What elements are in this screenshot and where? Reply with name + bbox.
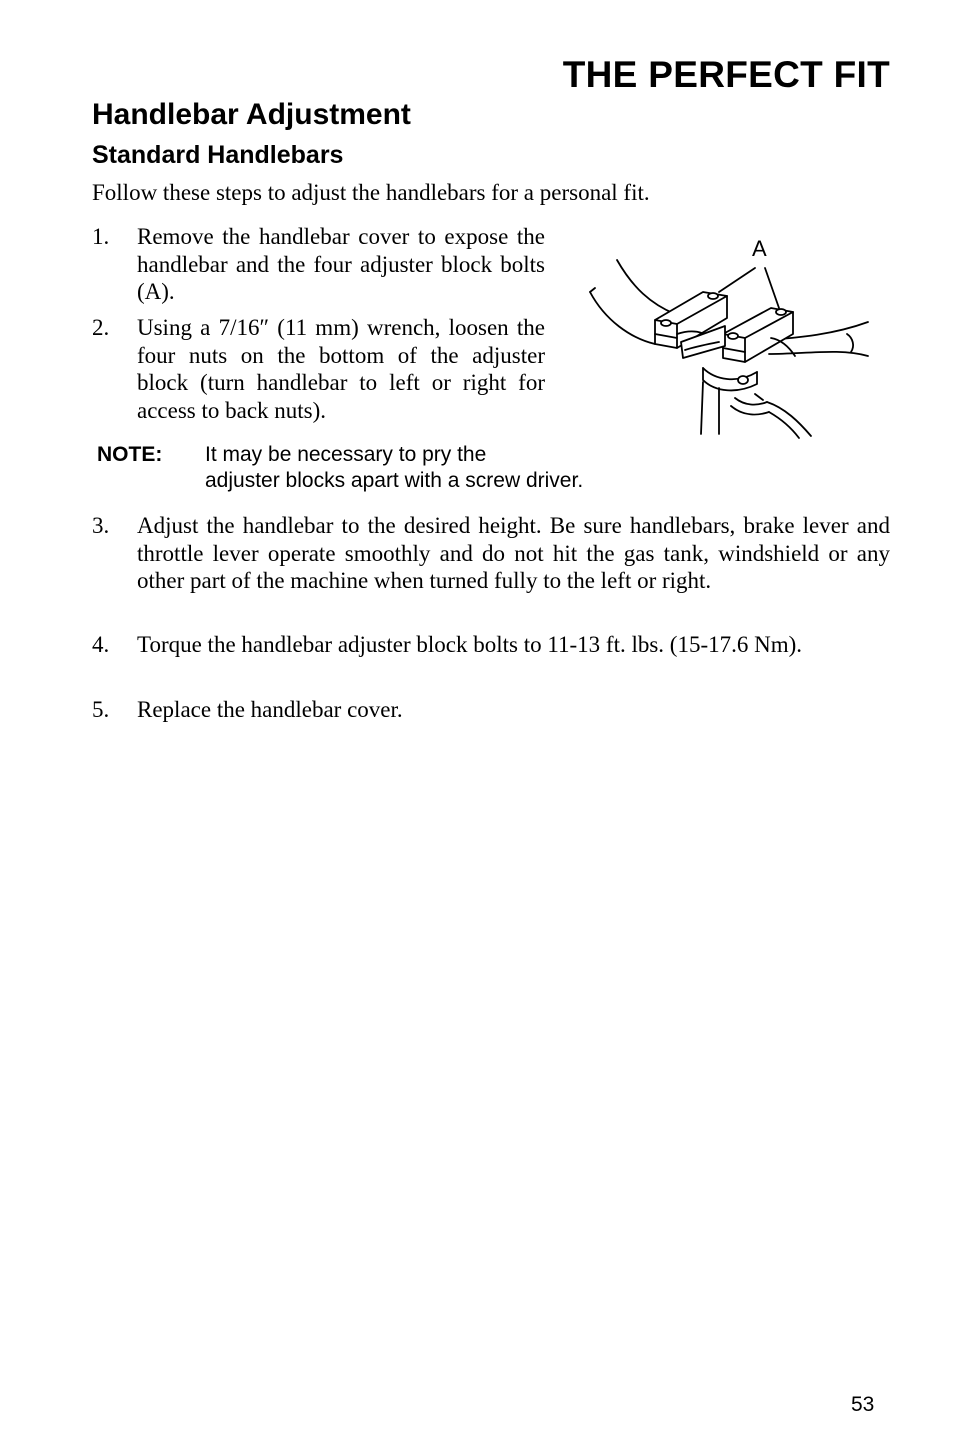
step-item-1 [92, 223, 547, 307]
step-text: Remove the handlebar cover to expose the handlebar and the four adjuster block bolts (A). [137, 224, 545, 304]
note-label: NOTE: [97, 443, 163, 466]
step-item-5 [92, 696, 890, 726]
step-number: 1. [92, 224, 110, 249]
intro-paragraph: Follow these steps to adjust the handlebars for a personal fit. [92, 180, 650, 205]
step-text: Using a 7/16″ (11 mm) wrench, loosen the four nuts on the bottom of the adjuster block (turn handlebar to left or right for access to back nuts). [137, 315, 545, 423]
step-text: Adjust the handlebar to the desired height. Be sure handlebars, brake lever and throttle lever operate smoothly and do not hit the gas tank, windshield or any other part of the machine when turned fully to the left or right. [137, 513, 890, 593]
step-number: 5. [92, 697, 110, 722]
step-item-4 [92, 631, 890, 687]
note-text [205, 442, 583, 494]
note-text-line-1: It may be necessary to pry the [205, 443, 487, 466]
step-text: Torque the handlebar adjuster block bolts to 11-13 ft. lbs. (15-17.6 Nm). [137, 632, 803, 657]
subsection-title: Standard Handlebars [92, 141, 344, 169]
step-number: 2. [92, 315, 110, 340]
handlebar-adjuster-block-illustration [585, 230, 875, 442]
page-number: 53 [851, 1393, 875, 1416]
step-text: Replace the handlebar cover. [137, 697, 403, 722]
figure-callout-label: A [752, 236, 767, 261]
running-header-title: THE PERFECT FIT [562, 54, 890, 95]
note-text-line-2: adjuster blocks apart with a screw driver. [205, 469, 584, 492]
section-title: Handlebar Adjustment [92, 98, 411, 131]
step-number: 3. [92, 513, 110, 538]
step-item-2 [92, 314, 547, 426]
note-box [97, 442, 697, 496]
step-number: 4. [92, 632, 110, 657]
step-item-3 [92, 512, 890, 624]
